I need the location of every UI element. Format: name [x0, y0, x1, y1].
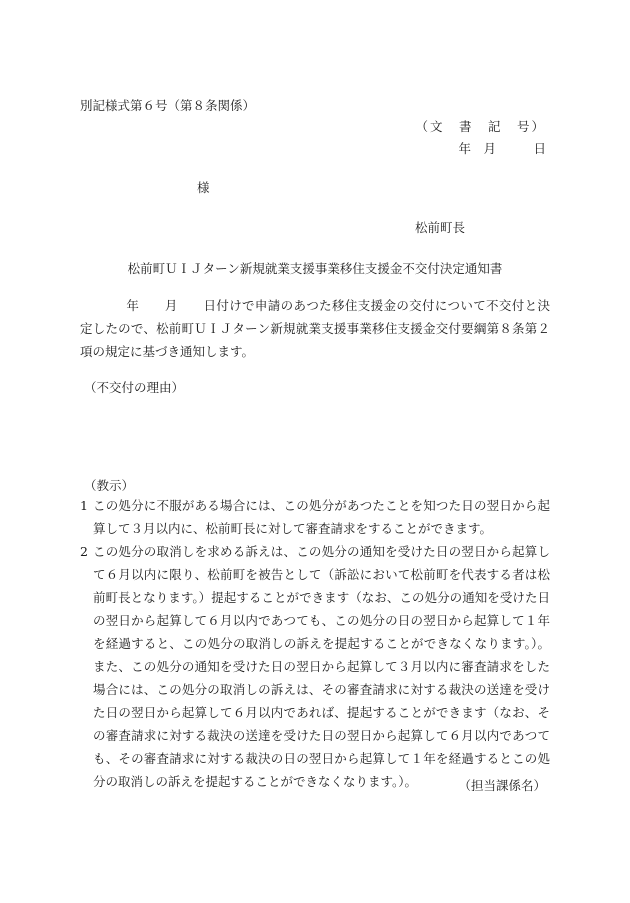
notice-item — [80, 540, 550, 793]
notice-heading: （教示） — [84, 478, 135, 493]
contact-department: （担当課係名） — [458, 778, 546, 793]
notice-list — [80, 494, 550, 793]
addressee: 様 — [197, 180, 210, 195]
issuer: 松前町長 — [414, 220, 465, 235]
notice-item-text: この処分に不服がある場合には、この処分があつたことを知つた日の翌日から起算して３月以内に、松前町長に対して審査請求をすることができます。 — [93, 498, 550, 536]
document-number: （文 書 記 号） — [415, 119, 546, 134]
document-title: 松前町ＵＩＪターン新規就業支援事業移住支援金不交付決定通知書 — [127, 261, 503, 276]
form-number: 別記様式第６号（第８条関係） — [80, 98, 256, 113]
notice-item-number: 2 — [80, 544, 88, 559]
notice-item — [80, 494, 550, 540]
notice-item-text: この処分の取消しを求める訴えは、この処分の通知を受けた日の翌日から起算して６月以内に限り、松前町を被告として（訴訟において松前町を代表する者は松前町長となります。）提起することができます（なお、この処分の通知を受けた日の翌日から起算して６月以内であつても、この処分の日の翌日から起算して１年を経過すると、この処分の取消しの訴えを提起することができなくなります。）。また、この処分の通知を受けた日の翌日から起算して３月以内に審査請求をした場合には、この処分の取消しの訴えは、その審査請求に対する裁決の送達を受けた日の翌日から起算して６月以内であれば、提起することができます（なお、その審査請求に対する裁決の送達を受けた日の翌日から起算して６月以内であつても、その審査請求に対する裁決の日の翌日から起算して１年を経過するとこの処分の取消しの訴えを提起することができなくなります。）。 — [93, 544, 550, 789]
notification-body — [80, 294, 550, 363]
notice-item-number: 1 — [80, 498, 88, 513]
issue-date: 年 月 日 — [458, 141, 546, 156]
application-date: 年 月 日 — [126, 298, 217, 313]
body-text: 付けで申請のあつた移住支援金の交付について不交付と決定したので、松前町ＵＩＪターン新規就業支援事業移住支援金交付要綱第８条第２項の規定に基づき通知します。 — [80, 298, 550, 359]
reason-heading: （不交付の理由） — [84, 380, 185, 395]
